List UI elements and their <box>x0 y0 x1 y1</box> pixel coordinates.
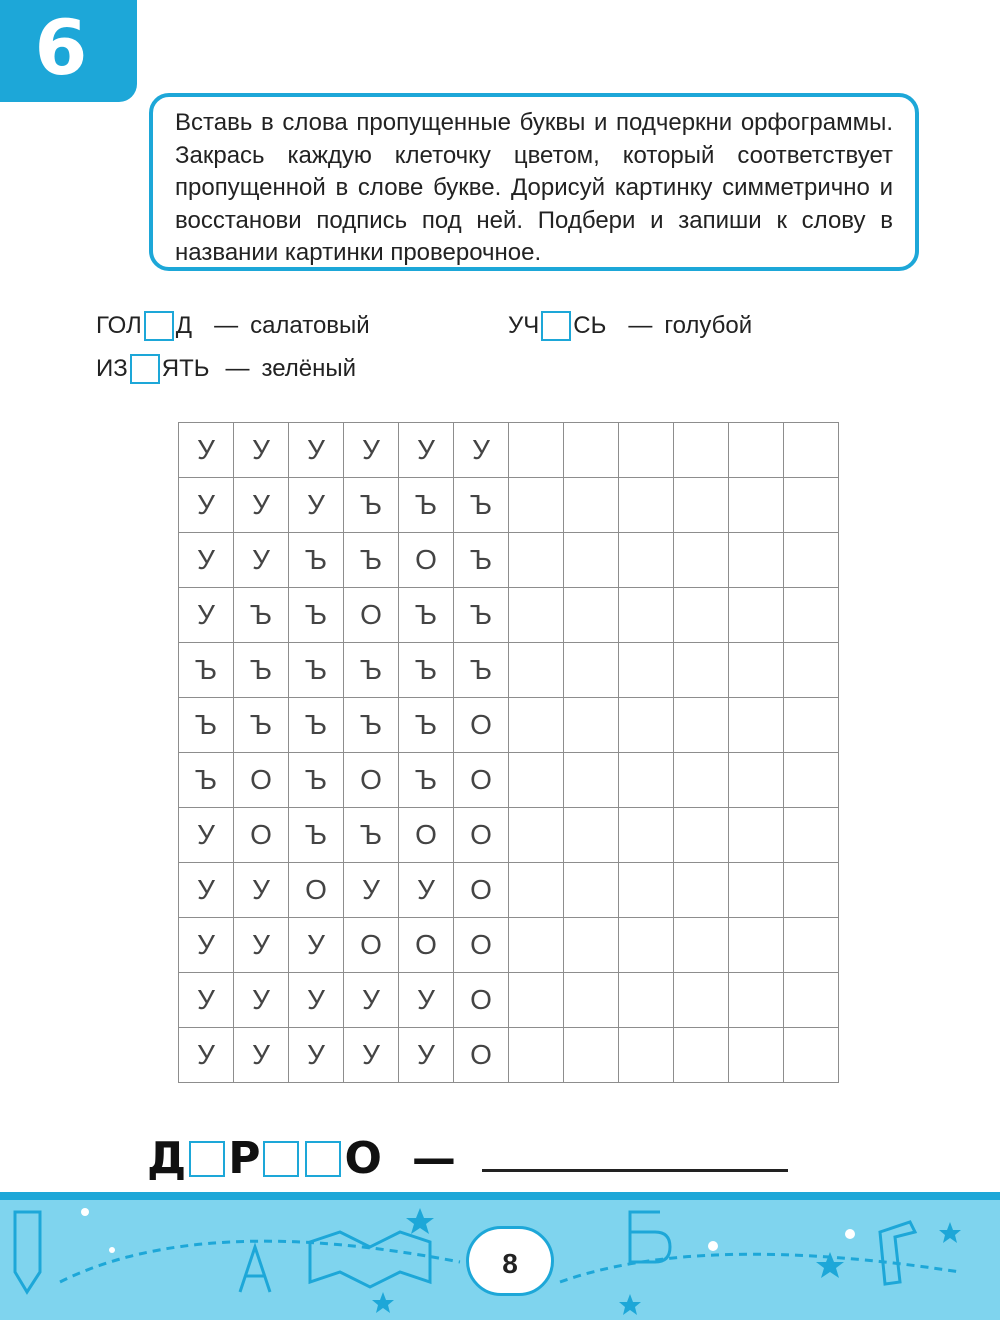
grid-cell[interactable]: Ъ <box>454 478 509 533</box>
grid-cell[interactable] <box>564 753 619 808</box>
grid-cell[interactable] <box>619 918 674 973</box>
grid-cell[interactable]: Ъ <box>289 698 344 753</box>
answer-letter: Р <box>228 1133 261 1184</box>
grid-cell[interactable]: У <box>289 423 344 478</box>
pencil-icon <box>15 1212 40 1292</box>
page-number: 8 <box>466 1226 554 1296</box>
grid-cell[interactable] <box>729 478 784 533</box>
grid-cell[interactable]: Ъ <box>344 478 399 533</box>
grid-cell[interactable]: Ъ <box>289 753 344 808</box>
grid-cell[interactable] <box>619 478 674 533</box>
open-book-icon <box>310 1232 430 1287</box>
grid-cell[interactable] <box>564 973 619 1028</box>
grid-cell[interactable]: Ъ <box>234 588 289 643</box>
grid-cell[interactable]: Ъ <box>344 808 399 863</box>
grid-cell[interactable] <box>509 478 564 533</box>
grid-cell[interactable]: У <box>179 1028 234 1083</box>
grid-cell[interactable]: Ъ <box>234 643 289 698</box>
grid-cell[interactable]: У <box>399 973 454 1028</box>
grid-cell[interactable] <box>509 753 564 808</box>
grid-cell[interactable] <box>674 863 729 918</box>
grid-cell[interactable] <box>784 588 839 643</box>
grid-cell[interactable]: Ъ <box>399 478 454 533</box>
grid-cell[interactable]: Ъ <box>234 698 289 753</box>
dash: — <box>214 312 239 339</box>
task-number: 6 <box>34 3 88 92</box>
grid-cell[interactable] <box>729 588 784 643</box>
grid-cell[interactable] <box>564 863 619 918</box>
word-prefix: ИЗ <box>96 355 128 382</box>
grid-cell[interactable] <box>509 918 564 973</box>
grid-cell[interactable]: У <box>344 973 399 1028</box>
color-label: голубой <box>664 312 753 339</box>
grid-cell[interactable] <box>619 808 674 863</box>
grid-cell[interactable]: У <box>234 1028 289 1083</box>
grid-cell[interactable]: О <box>454 698 509 753</box>
grid-cell[interactable] <box>564 643 619 698</box>
star-icon <box>816 1252 844 1278</box>
grid-cell[interactable]: О <box>454 918 509 973</box>
grid-cell[interactable]: О <box>234 808 289 863</box>
grid-cell[interactable] <box>729 533 784 588</box>
grid-cell[interactable]: У <box>179 918 234 973</box>
answer-box[interactable] <box>189 1141 225 1177</box>
grid-cell[interactable]: У <box>454 423 509 478</box>
grid-cell[interactable] <box>509 643 564 698</box>
instruction-text: Вставь в слова пропущенные буквы и подчеркни орфограммы. Закрась каждую клеточку цветом, который соответствует пропущенной в слове букве. Дорисуй картинку симметрично и восстанови подпись под ней. Подбери и запиши к слову в названии картинки проверочное. <box>175 109 893 266</box>
grid-cell[interactable] <box>729 643 784 698</box>
grid-cell[interactable] <box>674 918 729 973</box>
grid-cell[interactable] <box>784 478 839 533</box>
grid-cell[interactable] <box>729 753 784 808</box>
grid-cell[interactable]: Ъ <box>454 533 509 588</box>
grid-cell[interactable]: Ъ <box>179 698 234 753</box>
word-suffix: Д <box>175 312 193 339</box>
grid-cell[interactable] <box>564 423 619 478</box>
star-icon <box>619 1294 641 1315</box>
grid-cell[interactable] <box>674 533 729 588</box>
grid-cell[interactable] <box>784 808 839 863</box>
grid-cell[interactable] <box>509 1028 564 1083</box>
word-row-3 <box>96 354 356 384</box>
grid-row <box>179 698 839 753</box>
grid-cell[interactable]: У <box>344 423 399 478</box>
grid-row <box>179 973 839 1028</box>
grid-cell[interactable]: У <box>289 1028 344 1083</box>
task-number-tab <box>0 0 137 102</box>
grid-cell[interactable]: О <box>344 753 399 808</box>
grid-cell[interactable]: У <box>179 863 234 918</box>
grid-cell[interactable]: Ъ <box>344 698 399 753</box>
letter-b-icon <box>630 1212 670 1262</box>
grid-cell[interactable] <box>509 863 564 918</box>
missing-letter-box[interactable] <box>144 311 174 341</box>
grid-cell[interactable]: Ъ <box>289 643 344 698</box>
answer-box[interactable] <box>263 1141 299 1177</box>
grid-cell[interactable] <box>509 588 564 643</box>
grid-cell[interactable] <box>784 698 839 753</box>
grid-cell[interactable] <box>619 1028 674 1083</box>
grid-cell[interactable]: У <box>344 1028 399 1083</box>
grid-cell[interactable] <box>729 808 784 863</box>
grid-cell[interactable]: У <box>234 918 289 973</box>
missing-letter-box[interactable] <box>130 354 160 384</box>
grid-row <box>179 918 839 973</box>
grid-cell[interactable]: Ъ <box>289 588 344 643</box>
grid-cell[interactable] <box>619 753 674 808</box>
grid-cell[interactable] <box>674 1028 729 1083</box>
word-prefix: УЧ <box>508 312 540 339</box>
grid-row <box>179 533 839 588</box>
grid-cell[interactable]: О <box>344 588 399 643</box>
grid-cell[interactable]: Ъ <box>454 643 509 698</box>
word-prefix: ГОЛ <box>96 312 142 339</box>
grid-cell[interactable]: У <box>399 423 454 478</box>
grid-cell[interactable] <box>509 808 564 863</box>
grid-row <box>179 643 839 698</box>
word-suffix: ЯТЬ <box>161 355 210 382</box>
grid-cell[interactable]: О <box>399 808 454 863</box>
grid-cell[interactable]: Ъ <box>454 588 509 643</box>
grid-cell[interactable]: У <box>179 973 234 1028</box>
grid-cell[interactable] <box>674 698 729 753</box>
grid-cell[interactable] <box>619 588 674 643</box>
grid-cell[interactable]: Ъ <box>344 643 399 698</box>
grid-cell[interactable]: Ъ <box>399 753 454 808</box>
grid-cell[interactable] <box>564 918 619 973</box>
star-icon <box>372 1292 394 1313</box>
grid-cell[interactable] <box>729 423 784 478</box>
grid-cell[interactable] <box>674 423 729 478</box>
color-label: зелёный <box>261 355 357 382</box>
grid-cell[interactable]: У <box>179 423 234 478</box>
grid-cell[interactable] <box>729 918 784 973</box>
grid-cell[interactable] <box>619 643 674 698</box>
grid-cell[interactable] <box>619 973 674 1028</box>
grid-cell[interactable] <box>674 808 729 863</box>
star-icon <box>939 1222 961 1243</box>
grid-cell[interactable]: У <box>179 478 234 533</box>
answer-box[interactable] <box>305 1141 341 1177</box>
grid-row <box>179 423 839 478</box>
grid-cell[interactable]: О <box>399 918 454 973</box>
grid-cell[interactable] <box>784 918 839 973</box>
missing-letter-box[interactable] <box>541 311 571 341</box>
grid-cell[interactable] <box>674 643 729 698</box>
word-row-2 <box>508 311 752 341</box>
grid-cell[interactable]: У <box>344 863 399 918</box>
grid-cell[interactable]: Ъ <box>179 753 234 808</box>
grid-row <box>179 863 839 918</box>
grid-cell[interactable] <box>509 533 564 588</box>
grid-cell[interactable]: У <box>179 808 234 863</box>
grid-cell[interactable]: У <box>399 1028 454 1083</box>
grid-cell[interactable] <box>564 588 619 643</box>
grid-cell[interactable] <box>784 753 839 808</box>
grid-cell[interactable] <box>564 1028 619 1083</box>
grid-cell[interactable] <box>784 643 839 698</box>
grid-cell[interactable] <box>564 478 619 533</box>
grid-cell[interactable] <box>784 973 839 1028</box>
grid-cell[interactable]: У <box>234 423 289 478</box>
grid-cell[interactable]: О <box>454 1028 509 1083</box>
grid-cell[interactable]: У <box>399 863 454 918</box>
grid-cell[interactable] <box>674 588 729 643</box>
grid-cell[interactable]: У <box>179 588 234 643</box>
grid-cell[interactable]: Ъ <box>289 808 344 863</box>
grid-cell[interactable]: Ъ <box>399 643 454 698</box>
grid-cell[interactable] <box>564 533 619 588</box>
grid-cell[interactable]: О <box>399 533 454 588</box>
grid-cell[interactable] <box>509 973 564 1028</box>
answer-row <box>147 1133 788 1184</box>
answer-letter: Д <box>147 1133 187 1184</box>
grid-cell[interactable]: Ъ <box>179 643 234 698</box>
grid-cell[interactable]: О <box>454 808 509 863</box>
grid-cell[interactable] <box>619 423 674 478</box>
star-icon <box>406 1208 434 1234</box>
grid-cell[interactable] <box>674 753 729 808</box>
grid-cell[interactable] <box>564 698 619 753</box>
dash: — <box>628 312 653 339</box>
answer-dash: — <box>411 1133 456 1184</box>
grid-cell[interactable]: У <box>289 973 344 1028</box>
grid-cell[interactable]: О <box>234 753 289 808</box>
grid-cell[interactable] <box>729 863 784 918</box>
grid-row <box>179 808 839 863</box>
grid-cell[interactable]: О <box>454 973 509 1028</box>
grid-cell[interactable] <box>729 1028 784 1083</box>
grid-cell[interactable]: О <box>454 863 509 918</box>
letter-a-icon <box>240 1247 270 1292</box>
grid-cell[interactable] <box>674 973 729 1028</box>
grid-cell[interactable]: У <box>234 478 289 533</box>
grid-cell[interactable]: Ъ <box>399 698 454 753</box>
dash: — <box>225 355 250 382</box>
word-suffix: СЬ <box>573 312 607 339</box>
grid-cell[interactable]: Ъ <box>289 533 344 588</box>
word-row-1 <box>96 311 370 341</box>
letter-g-icon <box>880 1222 915 1284</box>
grid-row <box>179 1028 839 1083</box>
grid-cell[interactable] <box>509 698 564 753</box>
grid-cell[interactable] <box>509 423 564 478</box>
grid-cell[interactable]: У <box>289 918 344 973</box>
answer-line[interactable] <box>482 1145 788 1172</box>
grid-cell[interactable] <box>619 533 674 588</box>
grid-row <box>179 753 839 808</box>
grid-cell[interactable] <box>784 1028 839 1083</box>
grid-cell[interactable]: У <box>179 533 234 588</box>
color-label: салатовый <box>250 312 370 339</box>
grid-cell[interactable]: У <box>234 863 289 918</box>
grid-cell[interactable] <box>619 863 674 918</box>
grid-row <box>179 478 839 533</box>
grid-cell[interactable] <box>784 863 839 918</box>
grid-cell[interactable]: Ъ <box>344 533 399 588</box>
grid-cell[interactable] <box>619 698 674 753</box>
grid-cell[interactable] <box>729 698 784 753</box>
grid-row <box>179 588 839 643</box>
grid-cell[interactable]: Ъ <box>399 588 454 643</box>
grid-cell[interactable]: У <box>234 533 289 588</box>
grid-cell[interactable]: У <box>234 973 289 1028</box>
grid-cell[interactable] <box>564 808 619 863</box>
instruction-box <box>149 93 919 271</box>
grid-cell[interactable] <box>784 423 839 478</box>
answer-letter: О <box>344 1133 382 1184</box>
grid-cell[interactable]: О <box>344 918 399 973</box>
grid-cell[interactable]: О <box>454 753 509 808</box>
coloring-grid <box>178 422 839 1083</box>
grid-cell[interactable] <box>729 973 784 1028</box>
grid-cell[interactable]: У <box>289 478 344 533</box>
grid-cell[interactable] <box>784 533 839 588</box>
grid-cell[interactable]: О <box>289 863 344 918</box>
grid-cell[interactable] <box>674 478 729 533</box>
